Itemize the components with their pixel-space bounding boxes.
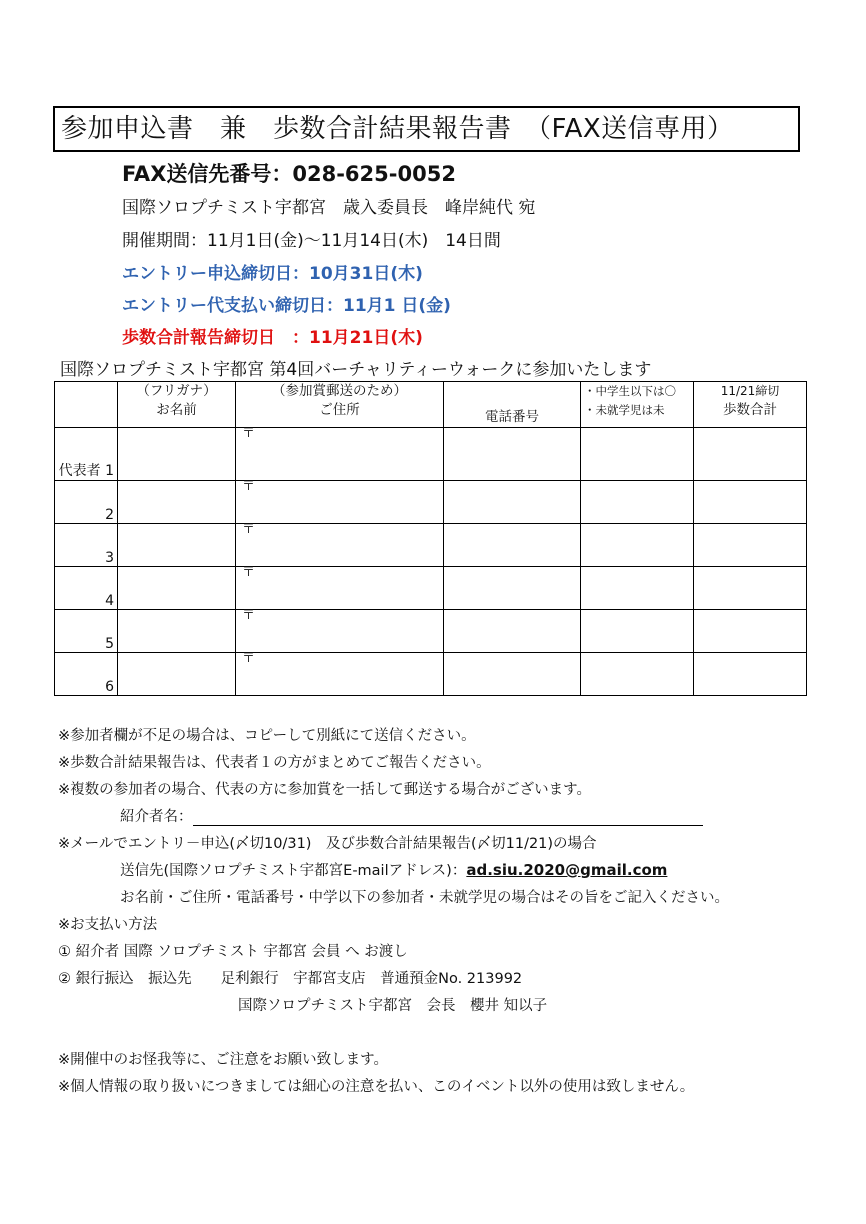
phone-cell[interactable] [444, 524, 581, 567]
phone-cell[interactable] [444, 481, 581, 524]
label-header-cell [55, 382, 118, 428]
email-line [120, 859, 667, 880]
note-bulk-shipping: ※複数の参加者の場合、代表の方に参加賞を一括して郵送する場合がございます。 [58, 782, 591, 798]
row-label: 4 [55, 567, 118, 610]
name-cell[interactable] [118, 567, 236, 610]
payment-title: ※お支払い方法 [58, 917, 158, 933]
status-cell[interactable] [581, 481, 694, 524]
steps-cell[interactable] [694, 610, 807, 653]
row-label: 6 [55, 652, 118, 695]
phone-cell[interactable] [444, 652, 581, 695]
name-cell[interactable] [118, 481, 236, 524]
steps-cell[interactable] [694, 524, 807, 567]
row-label: 代表者 1 [55, 428, 118, 481]
phone-cell[interactable] [444, 610, 581, 653]
note-email-entry: ※メールでエントリ－申込(〆切10/31) 及び歩数合計結果報告(〆切11/21)の場合 [58, 836, 597, 852]
row-label: 5 [55, 610, 118, 653]
table-row [55, 567, 807, 610]
table-row [55, 428, 807, 481]
note-required-info: お名前・ご住所・電話番号・中学以下の参加者・未就学児の場合はその旨をご記入ください。 [120, 890, 729, 906]
steps-cell[interactable] [694, 428, 807, 481]
status-cell[interactable] [581, 610, 694, 653]
payment-option-bank: ② 銀行振込 振込先 足利銀行 宇都宮支店 普通預金No. 213992 [58, 971, 523, 987]
entry-table [54, 381, 807, 696]
introducer-field [120, 805, 703, 826]
table-row [55, 524, 807, 567]
status-cell[interactable] [581, 567, 694, 610]
fax-number: FAX送信先番号：028-625-0052 [122, 162, 456, 186]
name-cell[interactable] [118, 428, 236, 481]
report-deadline: 歩数合計報告締切日 ：11月21日(木) [122, 328, 423, 348]
table-row [55, 481, 807, 524]
address-cell[interactable]: 〒 [236, 524, 444, 567]
introducer-input[interactable] [193, 807, 703, 826]
phone-cell[interactable] [444, 567, 581, 610]
event-period: 開催期間：11月1日(金)～11月14日(木) 14日間 [122, 231, 501, 251]
address-cell[interactable]: 〒 [236, 652, 444, 695]
bank-account-holder: 国際ソロプチミスト宇都宮 会長 櫻井 知以子 [238, 998, 548, 1014]
steps-cell[interactable] [694, 567, 807, 610]
steps-cell[interactable] [694, 481, 807, 524]
student-status-header: ・中学生以下は〇 ・未就学児は未 [581, 382, 694, 428]
note-representative-report: ※歩数合計結果報告は、代表者１の方がまとめてご報告ください。 [58, 755, 491, 771]
recipient: 国際ソロプチミスト宇都宮 歳入委員長 峰岸純代 宛 [122, 198, 536, 218]
address-cell[interactable]: 〒 [236, 567, 444, 610]
name-cell[interactable] [118, 610, 236, 653]
address-cell[interactable]: 〒 [236, 610, 444, 653]
row-label: 3 [55, 524, 118, 567]
steps-cell[interactable] [694, 652, 807, 695]
address-cell[interactable]: 〒 [236, 481, 444, 524]
note-injury-caution: ※開催中のお怪我等に、ご注意をお願い致します。 [58, 1052, 388, 1068]
table-row [55, 610, 807, 653]
status-cell[interactable] [581, 428, 694, 481]
form-title: 参加申込書 兼 歩数合計結果報告書 （FAX送信専用） [53, 106, 800, 152]
phone-header: 電話番号 [444, 382, 581, 428]
name-header: （フリガナ） お名前 [118, 382, 236, 428]
status-cell[interactable] [581, 652, 694, 695]
address-header: （参加賞郵送のため） ご住所 [236, 382, 444, 428]
table-header-row [55, 382, 807, 428]
address-cell[interactable]: 〒 [236, 428, 444, 481]
note-privacy: ※個人情報の取り扱いにつきましては細心の注意を払い、このイベント以外の使用は致しません。 [58, 1079, 695, 1095]
name-cell[interactable] [118, 652, 236, 695]
email-link[interactable]: ad.siu.2020@gmail.com [466, 861, 668, 879]
payment-deadline: エントリー代支払い締切日：11月1 日(金) [122, 296, 451, 316]
name-cell[interactable] [118, 524, 236, 567]
entry-deadline: エントリー申込締切日：10月31日(木) [122, 264, 423, 284]
row-label: 2 [55, 481, 118, 524]
introducer-label: 紹介者名： [120, 809, 193, 825]
status-cell[interactable] [581, 524, 694, 567]
payment-option-handover: ① 紹介者 国際 ソロプチミスト 宇都宮 会員 へ お渡し [58, 944, 408, 960]
phone-cell[interactable] [444, 428, 581, 481]
table-row [55, 652, 807, 695]
note-insufficient-rows: ※参加者欄が不足の場合は、コピーして別紙にて送信ください。 [58, 728, 476, 744]
send-to-label: 送信先(国際ソロプチミスト宇都宮E-mailアドレス)： [120, 863, 467, 879]
participation-statement: 国際ソロプチミスト宇都宮 第4回バーチャリティーウォークに参加いたします [60, 360, 652, 380]
steps-header: 11/21締切 歩数合計 [694, 382, 807, 428]
